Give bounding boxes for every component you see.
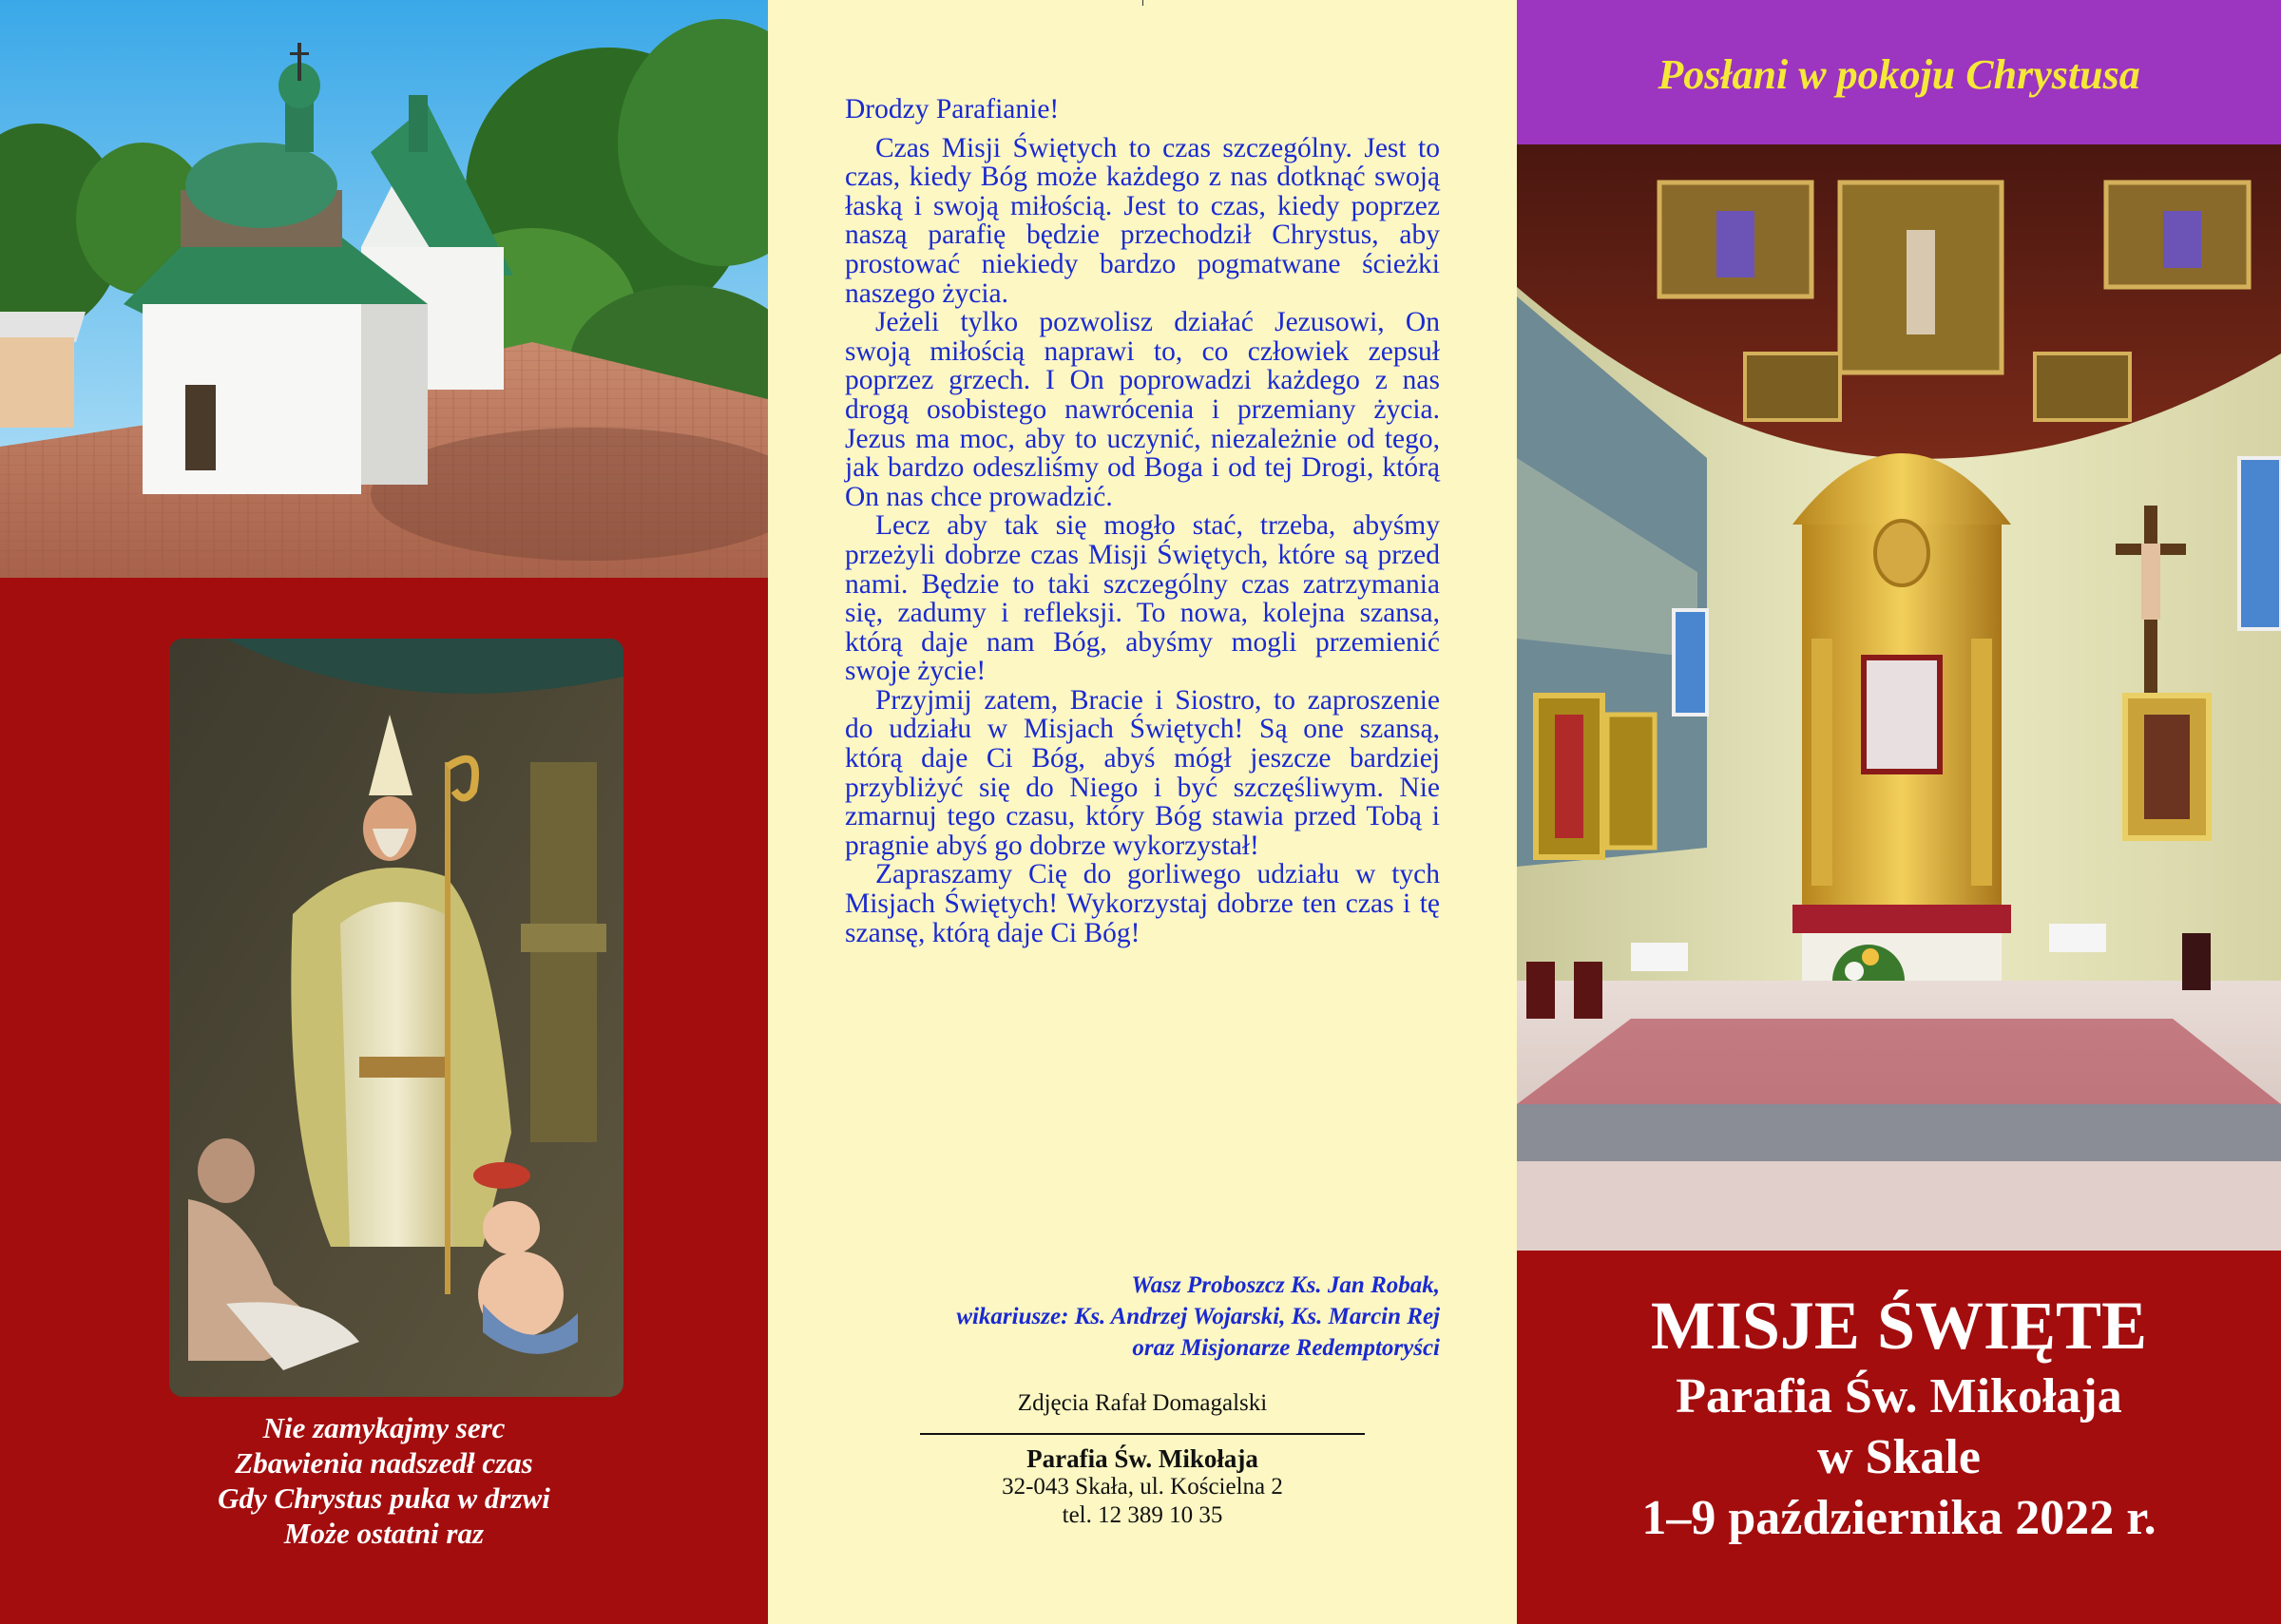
church-interior-photo	[1517, 144, 2281, 1251]
event-subtitle-line: Parafia Św. Mikołaja	[1676, 1369, 2122, 1423]
signature-line: oraz Misjonarze Redemptoryści	[1132, 1335, 1440, 1361]
poem-line: Może ostatni raz	[283, 1517, 485, 1550]
event-dates: 1–9 października 2022 r.	[1641, 1491, 2156, 1545]
right-panel	[1517, 0, 2281, 1624]
left-panel	[0, 0, 768, 1624]
event-subtitle-line: w Skale	[1817, 1430, 1981, 1484]
letter-paragraph: Jeżeli tylko pozwolisz działać Jezusowi, On swoją miłością naprawi to, co człowiek zepsuł poprzez grzech. I On poprowadzi każdego z nas drogą osobistego nawrócenia i przemiany życia. Jezus ma moc, aby to uczynić, niezależnie od tego, jak bardzo odeszliśmy od Boga i od tej Drogi, którą On nas chce prowadzić.	[845, 307, 1440, 512]
parish-phone: tel. 12 389 10 35	[1062, 1502, 1223, 1528]
crop-mark	[1142, 0, 1143, 6]
poem-line: Nie zamykajmy serc	[262, 1411, 506, 1444]
church-exterior-photo	[0, 0, 768, 578]
event-title: MISJE ŚWIĘTE	[1650, 1288, 2148, 1364]
letter-paragraph: Zapraszamy Cię do gorliwego udziału w tych Misjach Świętych! Wykorzystaj dobrze ten czas i tę szansę, którą daje Ci Bóg!	[845, 859, 1440, 948]
letter-paragraph: Czas Misji Świętych to czas szczególny. Jest to czas, kiedy Bóg może każdego z nas dotknąć swoją łaską i swoją miłością. Jest to czas, kiedy poprzez naszą parafię będzie przechodził Chrystus, aby prostować niekiedy bardzo pogmatwane ścieżki naszego życia.	[845, 132, 1440, 309]
letter-greeting: Drodzy Parafianie!	[845, 94, 1060, 124]
signature-line: wikariusze: Ks. Andrzej Wojarski, Ks. Marcin Rej	[956, 1304, 1440, 1329]
motto: Posłani w pokoju Chrystusa	[1658, 51, 2140, 98]
middle-panel	[768, 0, 1517, 1624]
saint-nicholas-painting	[169, 639, 623, 1397]
parish-address: 32-043 Skała, ul. Kościelna 2	[1002, 1474, 1283, 1500]
signature	[775, 1270, 1440, 1364]
parish-name: Parafia Św. Mikołaja	[1026, 1444, 1258, 1473]
letter-paragraph: Przyjmij zatem, Bracie i Siostro, to zaproszenie do udziału w Misjach Świętych! Są one szansą, którą daje Ci Bóg, abyś mógł jeszcze bardziej przybliżyć się do Niego i być szczęśliwym. Nie zmarnuj tego czasu, który Bóg stawia przed Tobą i pragnie abyś go dobrze wykorzystał!	[845, 684, 1440, 861]
poem-line: Zbawienia nadszedł czas	[235, 1446, 533, 1480]
signature-line: Wasz Proboszcz Ks. Jan Robak,	[1131, 1272, 1440, 1298]
poem-line: Gdy Chrystus puka w drzwi	[218, 1481, 550, 1515]
event-title-block	[1517, 1285, 2281, 1549]
pastoral-letter	[845, 95, 1440, 947]
poem	[0, 1410, 768, 1551]
motto-band	[1517, 0, 2281, 144]
credits	[920, 1389, 1365, 1530]
letter-paragraph: Lecz aby tak się mogło stać, trzeba, abyśmy przeżyli dobrze czas Misji Świętych, które są przed nami. Będzie to taki szczególny czas zatrzymania się, zadumy i refleksji. To nowa, kolejna szansa, którą daje nam Bóg, abyśmy mogli przemienić swoje życie!	[845, 510, 1440, 687]
photo-credit: Zdjęcia Rafał Domagalski	[920, 1389, 1365, 1435]
